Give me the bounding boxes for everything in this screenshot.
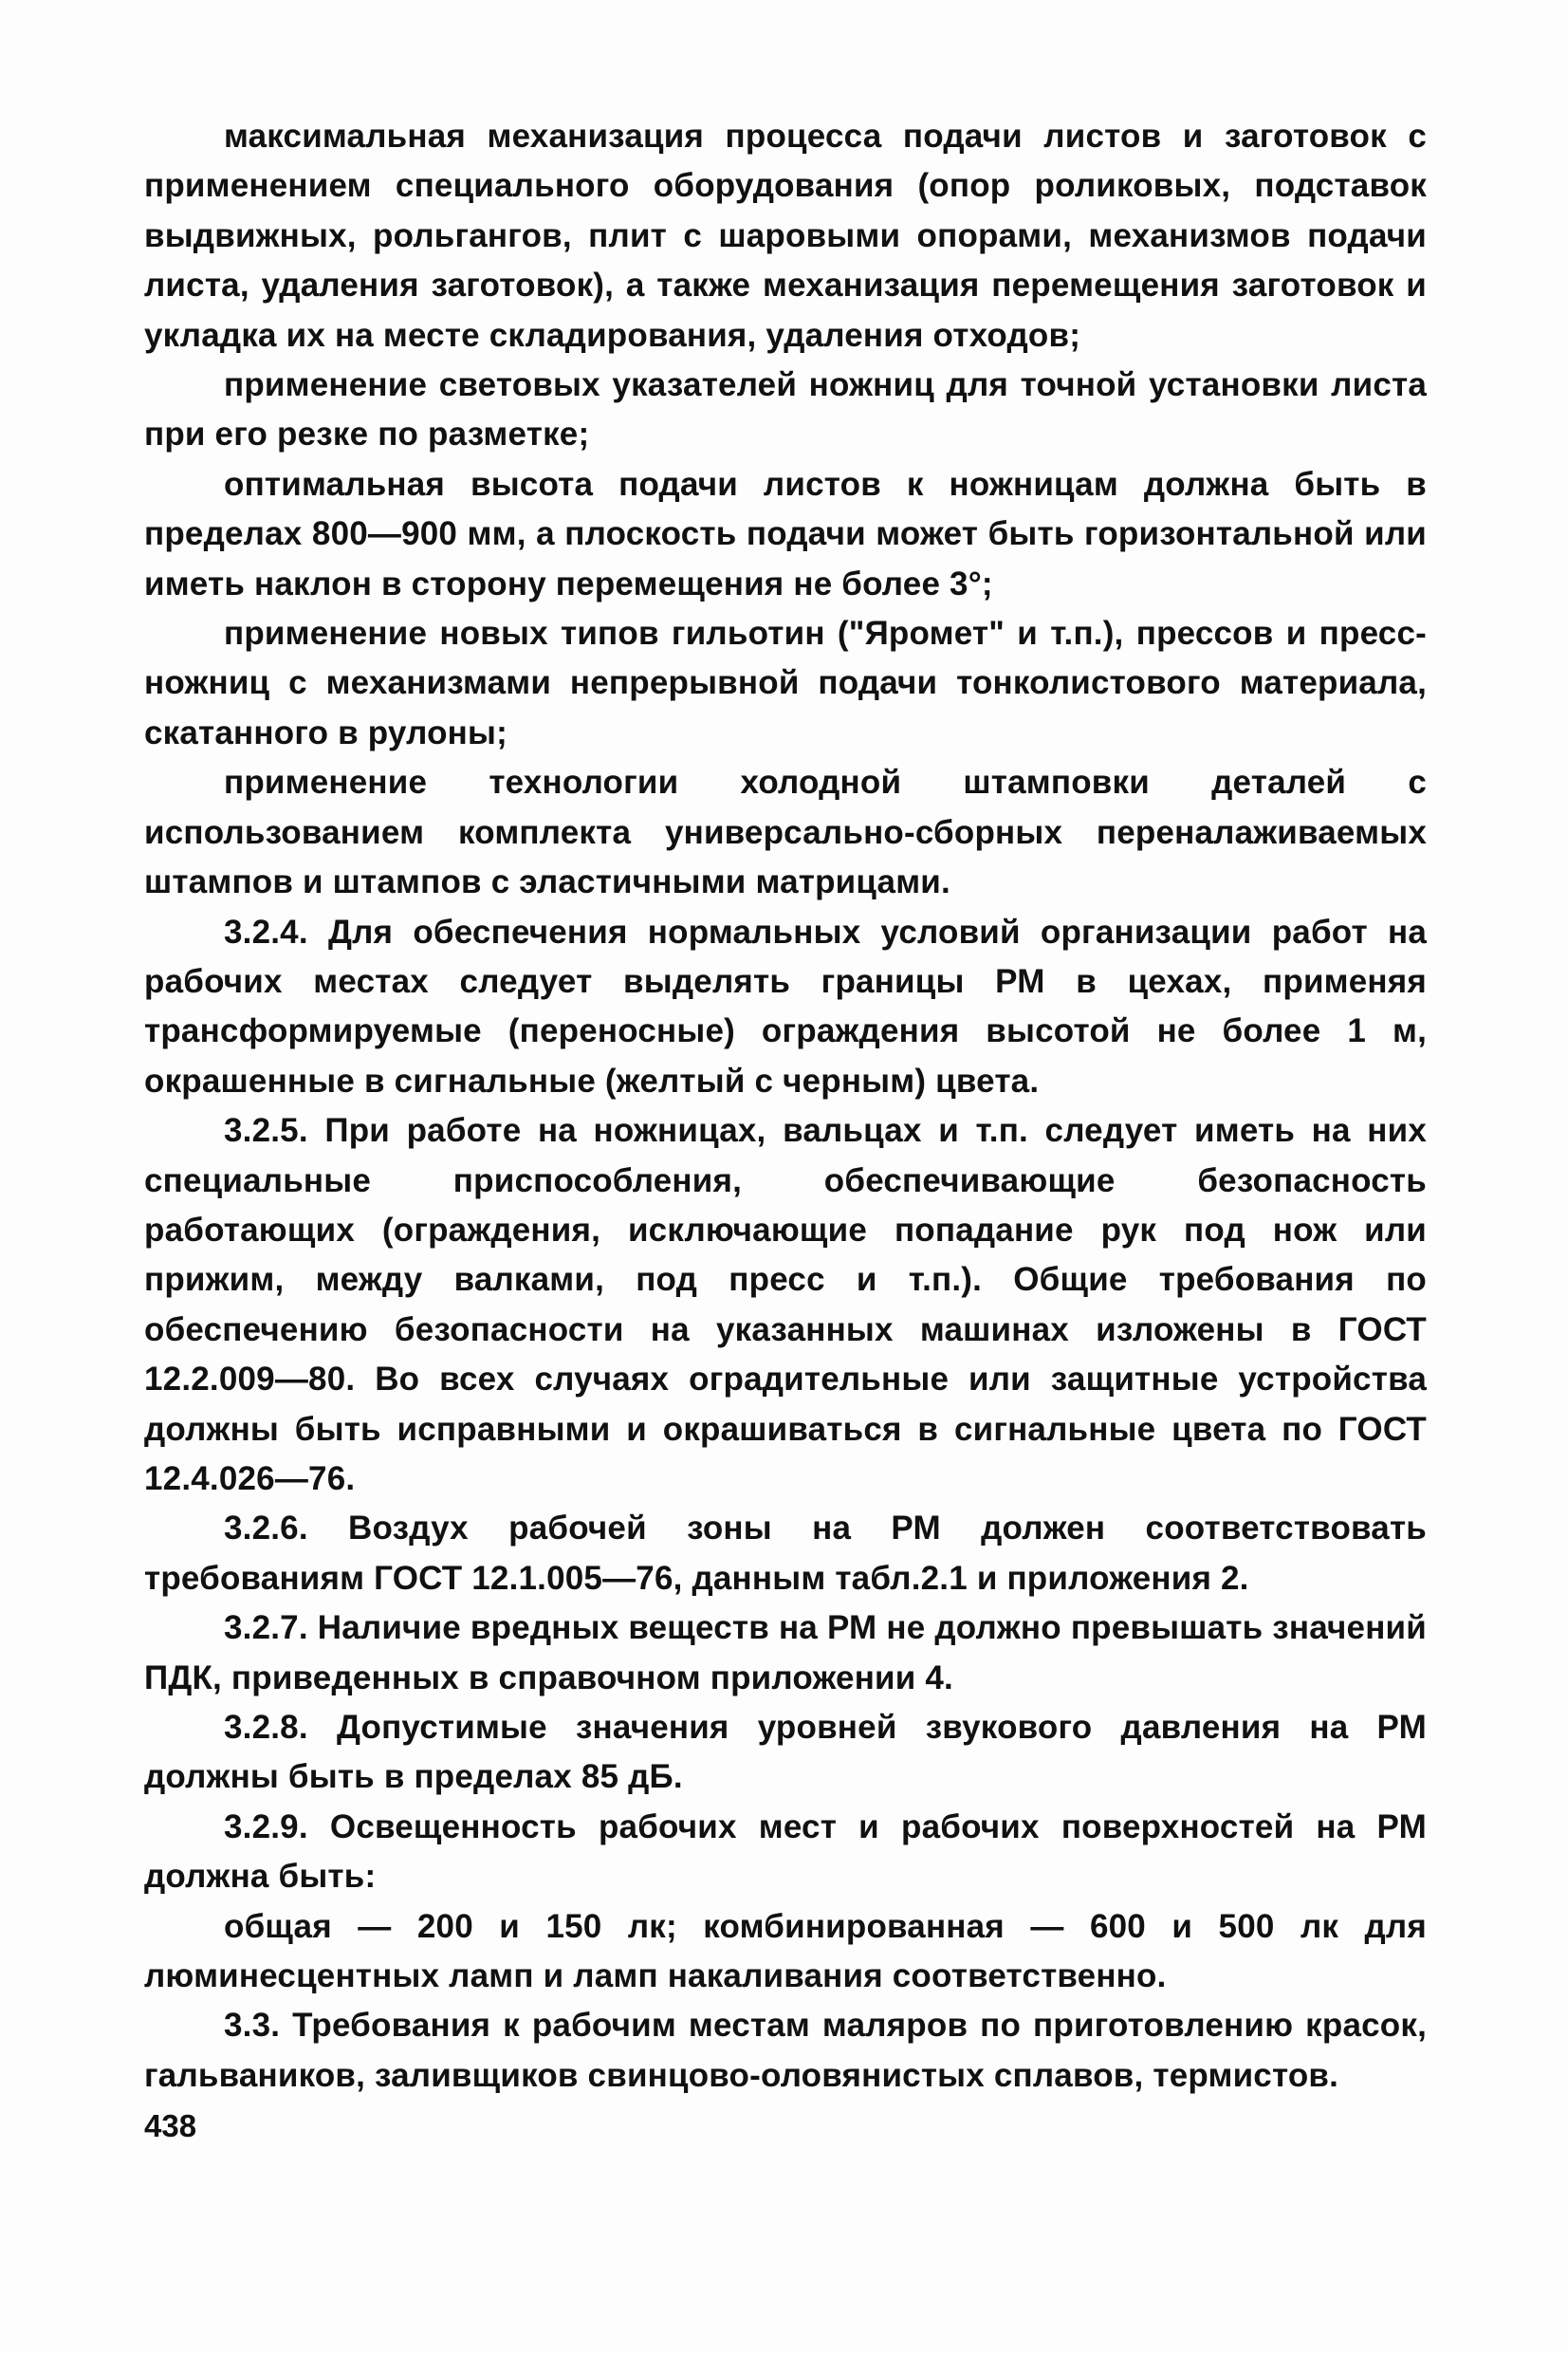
paragraph-3-2-8: 3.2.8. Допустимые значения уровней звукового давления на РМ должны быть в пределах 85 дБ. bbox=[144, 1709, 1427, 1796]
paragraph-new-guillotines: применение новых типов гильотин ("Яромет" и т.п.), прессов и пресс-ножниц с механизмами непрерывной подачи тонколистового материала, скатанного в рулоны; bbox=[144, 615, 1427, 751]
paragraph-mechanization: максимальная механизация процесса подачи листов и заготовок с применением специального оборудования (опор роликовых, подставок выдвижных, рольгангов, плит с шаровыми опорами, механизмов подачи листа, удаления заготовок), а также механизация перемещения заготовок и укладка их на месте складирования, удаления отходов; bbox=[144, 118, 1427, 354]
paragraph-cold-stamping: применение технологии холодной штамповки деталей с использованием комплекта универсально-сборных переналаживаемых штампов и штампов с эластичными матрицами. bbox=[144, 764, 1427, 901]
page-number: 438 bbox=[144, 2108, 197, 2143]
paragraph-3-2-9: 3.2.9. Освещенность рабочих мест и рабочих поверхностей на РМ должна быть: bbox=[144, 1807, 1427, 1896]
paragraph-feed-height: оптимальная высота подачи листов к ножницам должна быть в пределах 800—900 мм, а плоскость подачи может быть горизонтальной или иметь наклон в сторону перемещения не более 3°; bbox=[144, 465, 1427, 602]
body-text bbox=[144, 112, 1427, 2101]
paragraph-3-2-5: 3.2.5. При работе на ножницах, вальцах и т.п. следует иметь на них специальные приспособления, обеспечивающие безопасность работающих (ограждения, исключающие попадание рук под нож или прижим, между валками, под пресс и т.п.). Общие требования по обеспечению безопасности на указанных машинах изложены в ГОСТ 12.2.009—80. Во всех случаях оградительные или защитные устройства должны быть исправными и окрашиваться в сигнальные цвета по ГОСТ 12.4.026—76. bbox=[144, 1112, 1427, 1497]
paragraph-3-2-7: 3.2.7. Наличие вредных веществ на РМ не должно превышать значений ПДК, приведенных в справочном приложении 4. bbox=[144, 1609, 1427, 1696]
paragraph-light-indicators: применение световых указателей ножниц для точной установки листа при его резке по разметке; bbox=[144, 366, 1427, 454]
paragraph-3-2-6: 3.2.6. Воздух рабочей зоны на РМ должен соответствовать требованиям ГОСТ 12.1.005—76, данным табл.2.1 и приложения 2. bbox=[144, 1510, 1427, 1597]
paragraph-3-2-4: 3.2.4. Для обеспечения нормальных условий организации работ на рабочих местах следует выделять границы РМ в цехах, применяя трансформируемые (переносные) ограждения высотой не более 1 м, окрашенные в сигнальные (желтый с черным) цвета. bbox=[144, 913, 1427, 1100]
paragraph-3-3: 3.3. Требования к рабочим местам маляров по приготовлению красок, гальваников, заливщиков свинцово-оловянистых сплавов, термистов. bbox=[144, 2007, 1427, 2094]
paragraph-illumination-values: общая — 200 и 150 лк; комбинированная — 600 и 500 лк для люминесцентных ламп и ламп накаливания соответственно. bbox=[144, 1907, 1427, 1995]
